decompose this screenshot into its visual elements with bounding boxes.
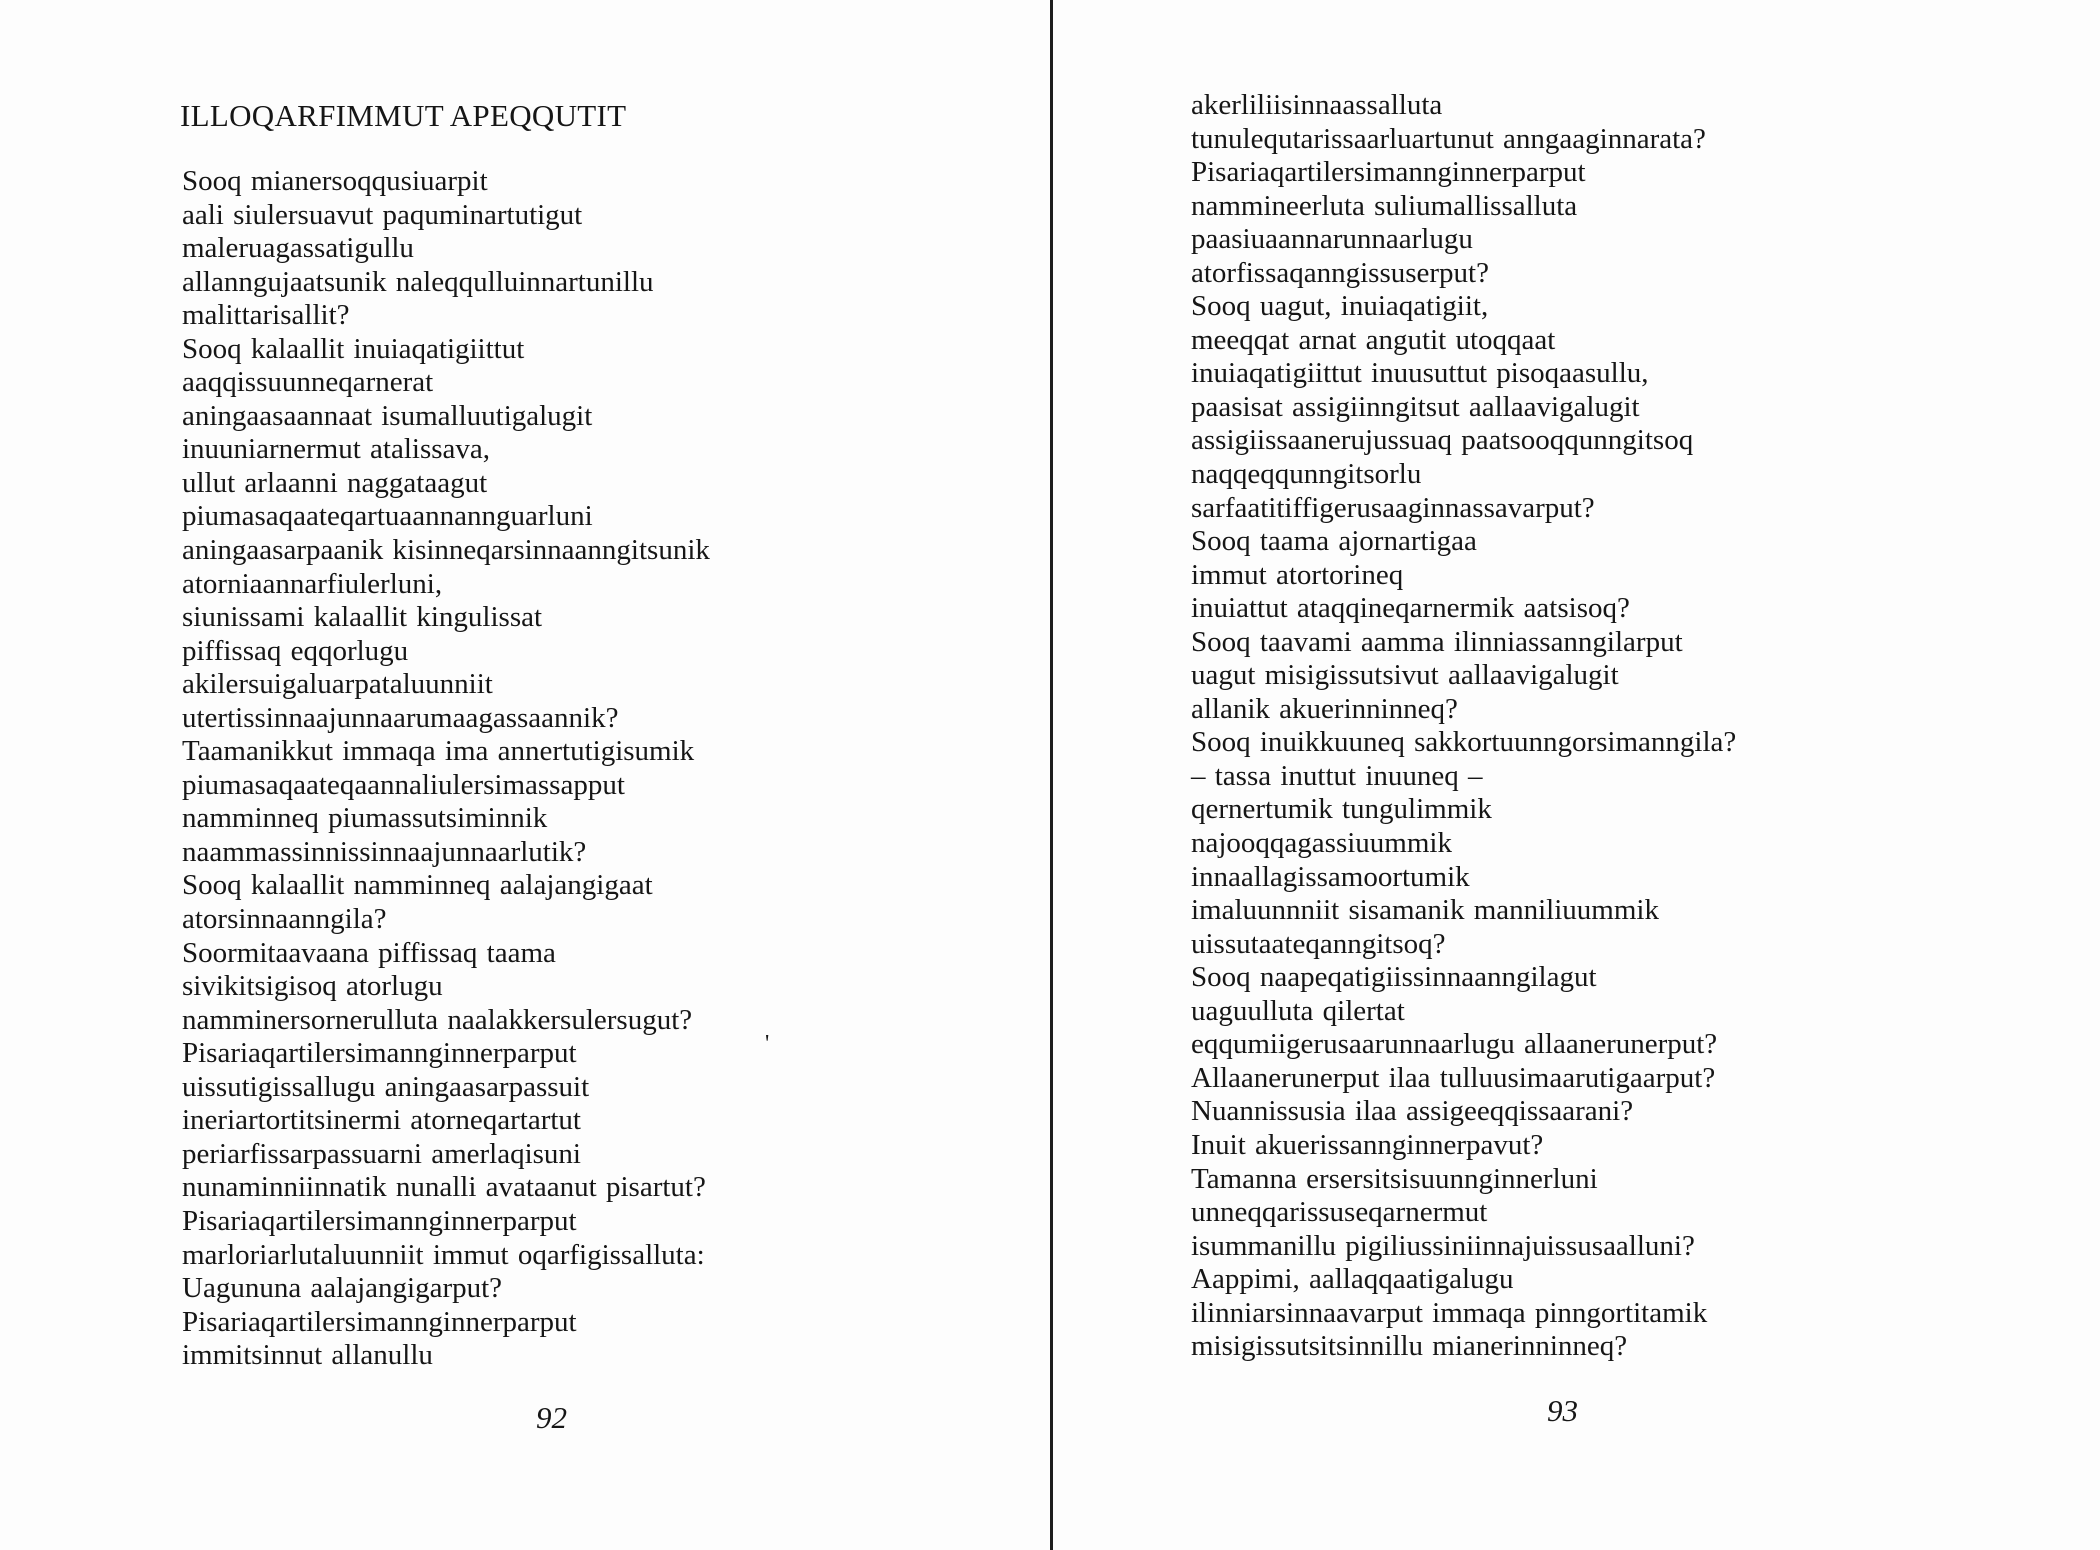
poem-line: isummanillu pigiliussiniinnajuissusaalluni?	[1191, 1229, 1695, 1262]
poem-line: Sooq kalaallit namminneq aalajangigaat	[182, 869, 653, 902]
poem-line: Sooq uagut, inuiaqatigiit,	[1191, 290, 1489, 323]
poem-line: Aappimi, aallaqqaatigalugu	[1191, 1263, 1514, 1296]
poem-line: ineriartortitsinermi atorneqartartut	[182, 1104, 581, 1137]
poem-line: qernertumik tungulimmik	[1191, 793, 1492, 826]
poem-line: atorfissaqanngissuserput?	[1191, 256, 1489, 289]
poem-line: eqqumiigerusaarunnaarlugu allaanerunerput?	[1191, 1028, 1718, 1061]
poem-line: misigissutsitsinnillu mianerinninneq?	[1191, 1330, 1628, 1363]
poem-line: nunaminniinnatik nunalli avataanut pisartut?	[182, 1171, 706, 1204]
poem-line: innaallagissamoortumik	[1191, 860, 1470, 893]
poem-line: meeqqat arnat angutit utoqqaat	[1191, 323, 1556, 356]
poem-line: Allaanerunerput ilaa tulluusimaarutigaarput?	[1191, 1061, 1716, 1094]
poem-line: akilersuigaluarpataluunniit	[182, 668, 493, 701]
poem-line: piumasaqaateqaannaliulersimassapput	[182, 768, 625, 801]
poem-line: piffissaq eqqorlugu	[182, 634, 409, 667]
poem-line: inuiattut ataqqineqarnermik aatsisoq?	[1191, 592, 1630, 625]
poem-line: atorniaannarfiulerluni,	[182, 567, 443, 600]
poem-line: Sooq inuikkuuneq sakkortuunngorsimanngila?	[1191, 726, 1737, 759]
poem-lines-left	[182, 165, 710, 1373]
poem-line: najooqqagassiuummik	[1191, 827, 1452, 860]
poem-line: sivikitsigisoq atorlugu	[182, 970, 443, 1003]
poem-line: immut atortorineq	[1191, 558, 1404, 591]
poem-line: Taamanikkut immaqa ima annertutigisumik	[182, 735, 695, 768]
poem-line: Sooq taavami aamma ilinniassanngilarput	[1191, 625, 1683, 658]
poem-line: Sooq kalaallit inuiaqatigiittut	[182, 332, 525, 365]
poem-line: unneqqarissuseqarnermut	[1191, 1196, 1488, 1229]
poem-line: uaguulluta qilertat	[1191, 994, 1405, 1027]
poem-line: malittarisallit?	[182, 299, 350, 332]
poem-line: immitsinnut allanullu	[182, 1339, 433, 1372]
poem-line: Sooq taama ajornartigaa	[1191, 525, 1477, 558]
poem-title: ILLOQARFIMMUT APEQQUTIT	[180, 98, 627, 133]
poem-line: paasisat assigiinngitsut aallaavigalugit	[1191, 390, 1640, 423]
poem-line: allanik akuerinninneq?	[1191, 692, 1458, 725]
stray-mark: '	[765, 1031, 770, 1057]
poem-line: tunulequtarissaarluartunut anngaaginnarata?	[1191, 122, 1706, 155]
poem-line: – tassa inuttut inuuneq –	[1191, 759, 1483, 792]
poem-line: inuiaqatigiittut inuusuttut pisoqaasullu,	[1191, 357, 1649, 390]
poem-line: nammineerluta suliumallissalluta	[1191, 189, 1578, 222]
poem-line: aningaasaannaat isumalluutigalugit	[182, 399, 593, 432]
right-page	[1053, 0, 2100, 1550]
poem-line: Pisariaqartilersimannginnerparput	[182, 1037, 577, 1070]
poem-line: Sooq naapeqatigiissinnaanngilagut	[1191, 961, 1597, 994]
poem-line: atorsinnaanngila?	[182, 903, 387, 936]
poem-line: marloriarlutaluunniit immut oqarfigissalluta:	[182, 1238, 705, 1271]
poem-line: Sooq mianersoqqusiuarpit	[182, 165, 488, 197]
page-number-left: 92	[536, 1400, 567, 1435]
poem-line: Pisariaqartilersimannginnerparput	[182, 1204, 577, 1237]
poem-line: Soormitaavaana piffissaq taama	[182, 936, 556, 969]
poem-line: paasiuaannarunnaarlugu	[1191, 223, 1473, 256]
poem-line: Nuannissusia ilaa assigeeqqissaarani?	[1191, 1095, 1634, 1128]
poem-line: uissutigissallugu aningaasarpassuit	[182, 1070, 590, 1103]
poem-line: imaluunnniit sisamanik manniliuummik	[1191, 894, 1659, 927]
poem-line: piumasaqaateqartuaannannguarluni	[182, 500, 593, 533]
poem-line: ullut arlaanni naggataagut	[182, 466, 488, 499]
poem-line: uissutaateqanngitsoq?	[1191, 927, 1446, 960]
poem-line: naqqeqqunngitsorlu	[1191, 458, 1422, 491]
poem-line: Inuit akuerissannginnerpavut?	[1191, 1128, 1544, 1161]
poem-line: Pisariaqartilersimannginnerparput	[1191, 156, 1586, 189]
poem-line: aaqqissuunneqarnerat	[182, 366, 434, 399]
poem-line: allanngujaatsunik naleqqulluinnartunillu	[182, 265, 654, 298]
poem-line: namminersornerulluta naalakkersulersugut?	[182, 1003, 693, 1036]
poem-line: aningaasarpaanik kisinneqarsinnaanngitsunik	[182, 534, 710, 567]
poem-line: siunissami kalaallit kingulissat	[182, 601, 543, 634]
poem-line: ilinniarsinnaavarput immaqa pinngortitamik	[1191, 1296, 1708, 1329]
poem-line: uagut misigissutsivut aallaavigalugit	[1191, 659, 1619, 692]
poem-line: utertissinnaajunnaarumaagassaannik?	[182, 701, 619, 734]
poem-line: aali siulersuavut paquminartutigut	[182, 198, 583, 231]
poem-line: assigiissaanerujussuaq paatsooqqunngitsoq	[1191, 424, 1694, 457]
poem-line: naammassinnissinnaajunnaarlutik?	[182, 835, 587, 868]
page-number-right: 93	[1547, 1393, 1578, 1428]
poem-line: akerliliisinnaassalluta	[1191, 89, 1443, 121]
poem-line: maleruagassatigullu	[182, 232, 414, 265]
poem-lines-right	[1191, 89, 1736, 1364]
poem-line: sarfaatitiffigerusaaginnassavarput?	[1191, 491, 1595, 524]
poem-line: Uagununa aalajangigarput?	[182, 1272, 503, 1305]
poem-line: namminneq piumassutsiminnik	[182, 802, 548, 835]
poem-line: Tamanna ersersitsisuunnginnerluni	[1191, 1162, 1598, 1195]
poem-line: inuuniarnermut atalissava,	[182, 433, 491, 466]
poem-line: Pisariaqartilersimannginnerparput	[182, 1305, 577, 1338]
poem-line: periarfissarpassuarni amerlaqisuni	[182, 1137, 581, 1170]
